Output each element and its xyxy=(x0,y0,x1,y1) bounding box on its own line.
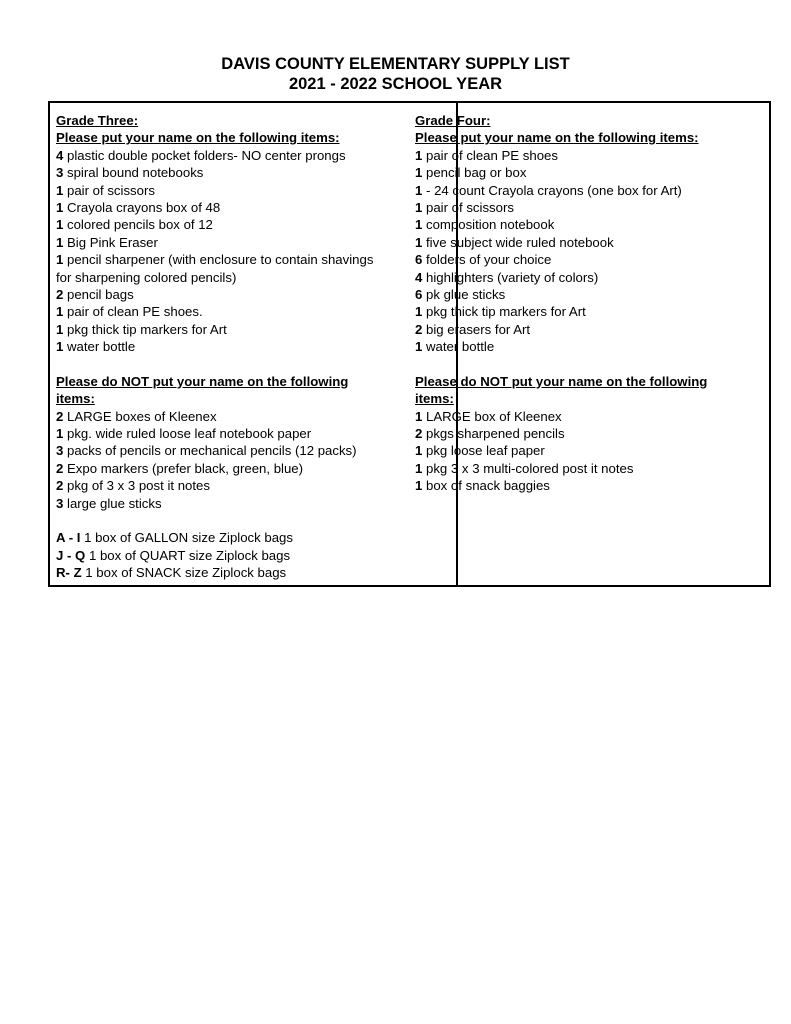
item-quantity: 1 xyxy=(56,321,64,337)
list-item xyxy=(415,147,760,164)
item-text: pencil bags xyxy=(63,286,134,302)
item-text: 1 box of QUART size Ziplock bags xyxy=(85,547,291,563)
item-quantity: 2 xyxy=(56,460,64,476)
list-item xyxy=(56,164,406,181)
item-quantity: 1 xyxy=(415,460,423,476)
item-quantity: 1 xyxy=(415,147,423,163)
grade-three-name-list xyxy=(56,147,406,356)
item-text: spiral bound notebooks xyxy=(63,165,204,181)
item-text: - 24 count Crayola crayons (one box for Art) xyxy=(422,182,682,198)
list-item xyxy=(56,547,406,564)
list-item xyxy=(415,251,760,268)
list-item xyxy=(56,286,406,303)
item-quantity: 4 xyxy=(415,269,423,285)
list-item xyxy=(415,234,760,251)
item-quantity: 1 xyxy=(56,199,64,215)
item-text: colored pencils box of 12 xyxy=(63,217,213,233)
grade-four-name-heading: Please put your name on the following items: xyxy=(415,130,699,146)
list-item xyxy=(56,529,406,546)
item-text: water bottle xyxy=(63,339,136,355)
item-text: pencil sharpener (with enclosure to contain shavings xyxy=(63,252,374,268)
item-text: pkg thick tip markers for Art xyxy=(422,304,586,320)
item-text: five subject wide ruled notebook xyxy=(422,234,614,250)
list-item xyxy=(415,408,760,425)
item-quantity: 4 xyxy=(56,147,64,163)
item-quantity: 1 xyxy=(56,252,64,268)
item-quantity: 1 xyxy=(415,199,423,215)
list-item xyxy=(415,425,760,442)
grade-three-ziplock-list xyxy=(56,529,406,581)
item-quantity: 1 xyxy=(56,339,64,355)
item-quantity: 3 xyxy=(56,443,64,459)
item-quantity: 2 xyxy=(415,321,423,337)
list-item xyxy=(56,408,406,425)
item-quantity: 1 xyxy=(415,443,423,459)
item-text: plastic double pocket folders- NO center prongs xyxy=(63,147,346,163)
item-text: 1 box of SNACK size Ziplock bags xyxy=(81,565,287,581)
item-text: highlighters (variety of colors) xyxy=(422,269,599,285)
grade-three-noname-list xyxy=(56,408,406,512)
grade-four-heading: Grade Four: xyxy=(415,113,491,128)
item-quantity: 1 xyxy=(415,478,423,494)
list-item xyxy=(56,303,406,320)
list-item xyxy=(415,321,760,338)
item-text: pair of clean PE shoes xyxy=(422,147,558,163)
item-text: box of snack baggies xyxy=(422,478,550,494)
list-item xyxy=(415,338,760,355)
item-quantity: 2 xyxy=(56,478,64,494)
list-item xyxy=(56,182,406,199)
item-quantity: 1 xyxy=(415,182,423,198)
grade-three-noname-heading: Please do NOT put your name on the following xyxy=(56,373,349,389)
list-item xyxy=(415,460,760,477)
ziplock-range: R- Z xyxy=(56,565,82,581)
item-quantity: 1 xyxy=(415,165,423,181)
item-quantity: 1 xyxy=(56,234,64,250)
list-item xyxy=(415,182,760,199)
list-item xyxy=(56,251,406,268)
item-text: pkg. wide ruled loose leaf notebook paper xyxy=(63,426,312,442)
item-text: Crayola crayons box of 48 xyxy=(63,199,221,215)
list-item xyxy=(56,199,406,216)
grade-four-noname-list xyxy=(415,408,760,495)
item-text: composition notebook xyxy=(422,217,555,233)
grade-three-name-heading: Please put your name on the following items: xyxy=(56,130,340,146)
item-text: pkg thick tip markers for Art xyxy=(63,321,227,337)
grade-four-name-list xyxy=(415,147,760,356)
item-quantity: 3 xyxy=(56,495,64,511)
list-item xyxy=(56,147,406,164)
list-item xyxy=(56,460,406,477)
item-text: LARGE boxes of Kleenex xyxy=(63,408,217,424)
list-item xyxy=(415,164,760,181)
item-quantity: 6 xyxy=(415,286,423,302)
grade-three-heading: Grade Three: xyxy=(56,113,139,128)
ziplock-range: J - Q xyxy=(56,547,86,563)
list-item xyxy=(56,338,406,355)
list-item xyxy=(56,425,406,442)
grade-four-column xyxy=(415,112,760,495)
item-quantity: 2 xyxy=(56,286,64,302)
item-quantity: 6 xyxy=(415,252,423,268)
item-quantity: 1 xyxy=(56,304,64,320)
grade-three-column xyxy=(56,112,406,582)
list-item xyxy=(415,199,760,216)
item-text: water bottle xyxy=(422,339,495,355)
item-text: pk glue sticks xyxy=(422,286,506,302)
item-text: pair of scissors xyxy=(422,199,514,215)
list-item xyxy=(56,564,406,581)
item-quantity: 1 xyxy=(415,408,423,424)
item-quantity: 1 xyxy=(415,234,423,250)
list-item xyxy=(56,495,406,512)
item-text: packs of pencils or mechanical pencils (12 packs) xyxy=(63,443,357,459)
item-text: Big Pink Eraser xyxy=(63,234,158,250)
item-text: pair of clean PE shoes. xyxy=(63,304,203,320)
item-quantity: 1 xyxy=(56,182,64,198)
list-item xyxy=(56,234,406,251)
item-text: 1 box of GALLON size Ziplock bags xyxy=(80,530,293,546)
item-quantity: 1 xyxy=(56,426,64,442)
item-text: pencil bag or box xyxy=(422,165,527,181)
item-text: pkgs sharpened pencils xyxy=(422,426,565,442)
list-item xyxy=(415,269,760,286)
item-text: Expo markers (prefer black, green, blue) xyxy=(63,460,304,476)
ziplock-range: A - I xyxy=(56,530,81,546)
item-quantity: 1 xyxy=(56,217,64,233)
grade-three-noname-heading-cont: items: xyxy=(56,391,95,407)
item-text: pkg loose leaf paper xyxy=(422,443,545,459)
supply-table xyxy=(48,101,771,587)
page-subtitle: 2021 - 2022 SCHOOL YEAR xyxy=(288,75,503,93)
list-item xyxy=(56,269,406,286)
grade-four-noname-heading-cont: items: xyxy=(415,391,454,407)
item-text: folders of your choice xyxy=(422,252,552,268)
item-text: large glue sticks xyxy=(63,495,162,511)
list-item xyxy=(56,321,406,338)
list-item xyxy=(415,286,760,303)
item-text: big erasers for Art xyxy=(422,321,531,337)
list-item xyxy=(415,303,760,320)
item-quantity: 1 xyxy=(415,304,423,320)
item-text: pkg 3 x 3 multi-colored post it notes xyxy=(422,460,634,476)
item-text: LARGE box of Kleenex xyxy=(422,408,562,424)
item-quantity: 3 xyxy=(56,165,64,181)
item-quantity: 1 xyxy=(415,217,423,233)
list-item xyxy=(415,442,760,459)
list-item xyxy=(56,477,406,494)
item-text: pair of scissors xyxy=(63,182,155,198)
item-quantity: 2 xyxy=(415,426,423,442)
item-quantity: 1 xyxy=(415,339,423,355)
list-item xyxy=(56,216,406,233)
item-quantity: 2 xyxy=(56,408,64,424)
list-item xyxy=(56,442,406,459)
grade-four-noname-heading: Please do NOT put your name on the following xyxy=(415,373,708,389)
item-text: pkg of 3 x 3 post it notes xyxy=(63,478,210,494)
item-text: for sharpening colored pencils) xyxy=(56,269,237,285)
list-item xyxy=(415,216,760,233)
list-item xyxy=(415,477,760,494)
page-title: DAVIS COUNTY ELEMENTARY SUPPLY LIST xyxy=(221,55,570,73)
